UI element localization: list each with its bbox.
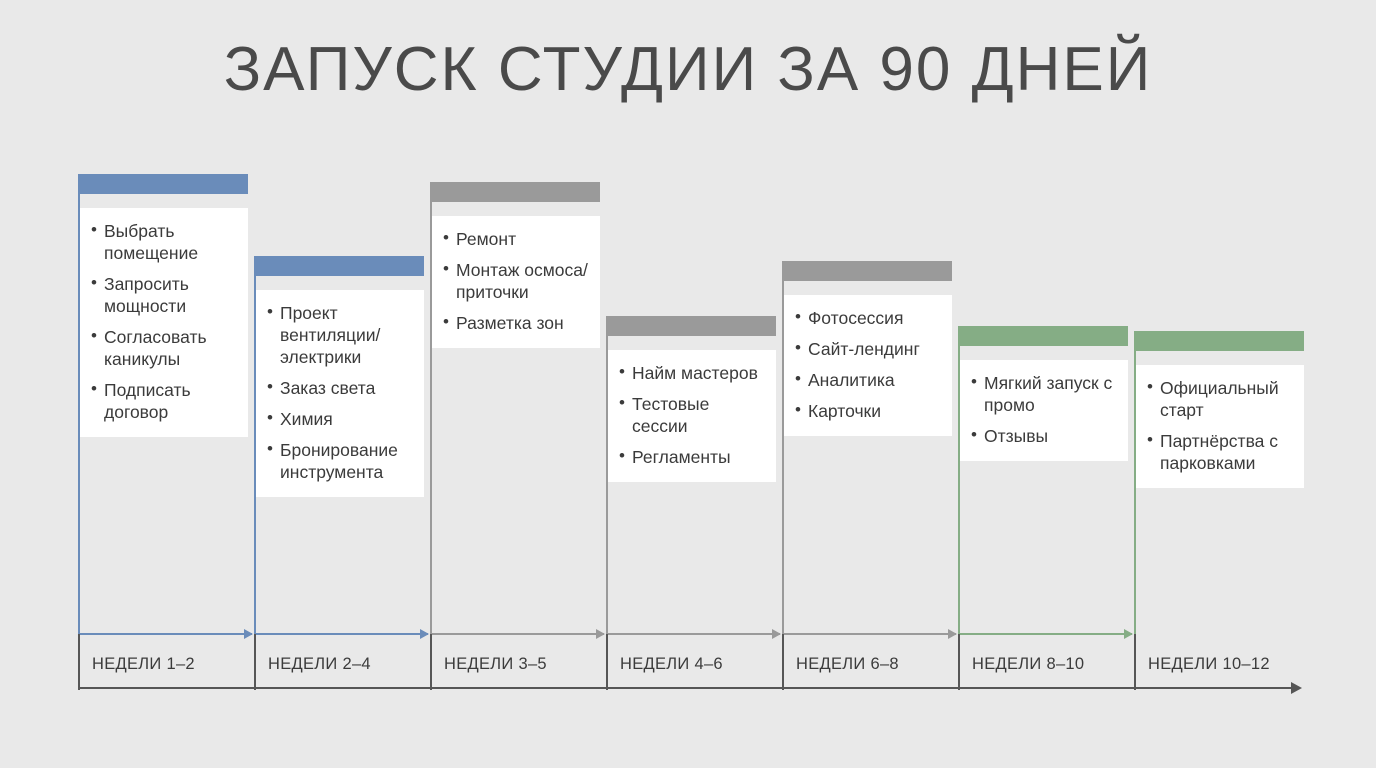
phase-task-list: [90, 220, 238, 423]
timeline-chart: [78, 160, 1300, 690]
phase-cap-bar: [256, 256, 424, 276]
phase-task-list: [266, 302, 414, 483]
phase-card: [608, 350, 776, 482]
phase-card: [960, 360, 1128, 461]
timeline-phase: [782, 160, 956, 690]
phase-task-item: • Мягкий запуск с промо: [970, 372, 1118, 416]
phase-card: [1136, 365, 1304, 488]
phase-task-list: [794, 307, 942, 422]
phase-label: НЕДЕЛИ 6–8: [796, 655, 899, 673]
phase-label: НЕДЕЛИ 3–5: [444, 655, 547, 673]
phase-task-list: [1146, 377, 1294, 474]
timeline-phase: [430, 160, 604, 690]
phase-arrow: [782, 633, 956, 635]
phase-arrow-head-icon: [1124, 629, 1133, 639]
timeline-phase: [958, 160, 1132, 690]
phase-task-item: • Бронирование инструмента: [266, 439, 414, 483]
phase-task-item: • Партнёрства с парковками: [1146, 430, 1294, 474]
axis-arrow-icon: [1291, 682, 1302, 694]
phase-label: НЕДЕЛИ 8–10: [972, 655, 1085, 673]
phase-arrow-head-icon: [596, 629, 605, 639]
axis-tick: [782, 634, 784, 690]
phase-task-item: • Фотосессия: [794, 307, 942, 329]
phase-card: [80, 208, 248, 437]
phase-cap-bar: [960, 326, 1128, 346]
phase-task-item: • Химия: [266, 408, 414, 430]
phase-task-item: • Подписать договор: [90, 379, 238, 423]
phase-card: [256, 290, 424, 497]
phase-task-item: • Регламенты: [618, 446, 766, 468]
phase-task-item: • Официальный старт: [1146, 377, 1294, 421]
phase-task-item: • Согласовать каникулы: [90, 326, 238, 370]
phase-arrow-head-icon: [244, 629, 253, 639]
axis-tick: [958, 634, 960, 690]
phase-label: НЕДЕЛИ 2–4: [268, 655, 371, 673]
axis-tick: [1134, 634, 1136, 690]
timeline-phase: [78, 160, 252, 690]
phase-arrow: [430, 633, 604, 635]
phase-task-item: • Аналитика: [794, 369, 942, 391]
phase-label: НЕДЕЛИ 10–12: [1148, 655, 1270, 673]
timeline-phase: [606, 160, 780, 690]
phase-arrow: [78, 633, 252, 635]
phase-arrow: [606, 633, 780, 635]
phase-task-item: • Отзывы: [970, 425, 1118, 447]
phase-arrow: [958, 633, 1132, 635]
phase-cap-bar: [80, 174, 248, 194]
phase-card: [432, 216, 600, 348]
phase-task-item: • Заказ света: [266, 377, 414, 399]
phase-task-item: • Сайт-лендинг: [794, 338, 942, 360]
phase-label: НЕДЕЛИ 4–6: [620, 655, 723, 673]
phase-card: [784, 295, 952, 436]
phase-task-item: • Проект вентиляции/электрики: [266, 302, 414, 368]
phase-cap-bar: [784, 261, 952, 281]
phase-cap-bar: [1136, 331, 1304, 351]
phase-arrow: [254, 633, 428, 635]
phase-task-item: • Ремонт: [442, 228, 590, 250]
phase-task-item: • Найм мастеров: [618, 362, 766, 384]
phase-task-item: • Разметка зон: [442, 312, 590, 334]
axis-tick: [606, 634, 608, 690]
phase-cap-bar: [608, 316, 776, 336]
phase-arrow-head-icon: [948, 629, 957, 639]
timeline-phase: [254, 160, 428, 690]
page-title: ЗАПУСК СТУДИИ ЗА 90 ДНЕЙ: [223, 35, 1153, 104]
phase-cap-bar: [432, 182, 600, 202]
phase-arrow-head-icon: [772, 629, 781, 639]
timeline-phase: [1134, 160, 1308, 690]
axis-tick: [254, 634, 256, 690]
axis-tick: [430, 634, 432, 690]
phase-arrow-head-icon: [420, 629, 429, 639]
phase-task-list: [442, 228, 590, 334]
phase-task-item: • Монтаж осмоса/приточки: [442, 259, 590, 303]
timeline-axis: [78, 687, 1300, 689]
phase-task-item: • Тестовые сессии: [618, 393, 766, 437]
axis-tick: [78, 634, 80, 690]
phase-task-item: • Выбрать помещение: [90, 220, 238, 264]
phase-task-item: • Карточки: [794, 400, 942, 422]
phase-label: НЕДЕЛИ 1–2: [92, 655, 195, 673]
phase-task-list: [970, 372, 1118, 447]
phase-task-item: • Запросить мощности: [90, 273, 238, 317]
phase-task-list: [618, 362, 766, 468]
